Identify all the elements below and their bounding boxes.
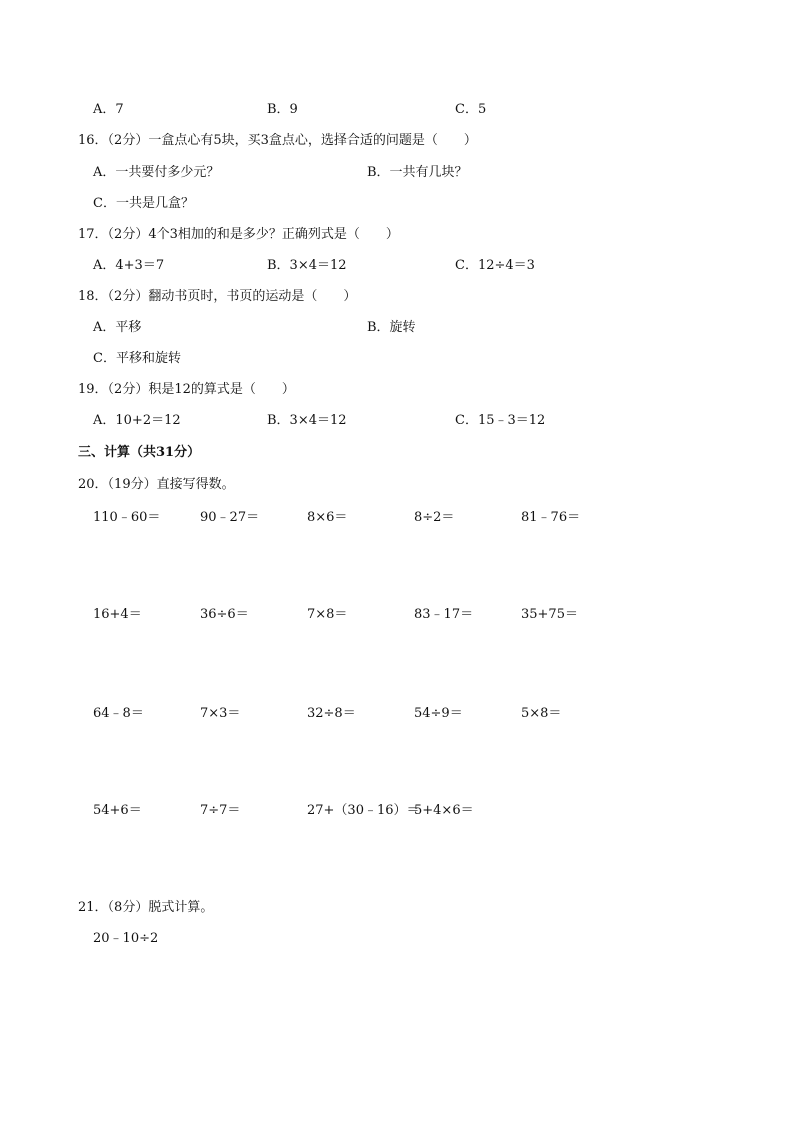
q21-expression: 20﹣10÷2 xyxy=(93,931,159,946)
q20-item: 8÷2＝ xyxy=(414,510,455,525)
q17-option-c: C．12÷4＝3 xyxy=(455,258,535,273)
q20-item: 5×8＝ xyxy=(521,706,562,721)
q16-stem: 16．（2分）一盒点心有5块，买3盒点心，选择合适的问题是（ ） xyxy=(78,133,477,148)
q18-options-row1 xyxy=(0,318,794,338)
q20-item: 90﹣27＝ xyxy=(200,510,260,525)
section-3-heading-row xyxy=(0,443,794,463)
q17-option-b: B．3×4＝12 xyxy=(267,258,347,273)
q18-stem: 18．（2分）翻动书页时，书页的运动是（ ） xyxy=(78,289,357,304)
q20-item: 16+4＝ xyxy=(93,607,142,622)
q20-item: 32÷8＝ xyxy=(307,706,356,721)
q16-options-row2 xyxy=(0,194,794,214)
q20-item: 36÷6＝ xyxy=(200,607,249,622)
q20-item: 83﹣17＝ xyxy=(414,607,474,622)
q16-stem-row xyxy=(0,131,794,151)
q17-option-a: A．4+3＝7 xyxy=(93,258,165,273)
q16-option-b: B．一共有几块？ xyxy=(367,165,468,180)
q18-option-b: B．旋转 xyxy=(367,320,416,335)
q19-option-b: B．3×4＝12 xyxy=(267,413,347,428)
q20-item: 7×3＝ xyxy=(200,706,241,721)
q19-stem: 19．（2分）积是12的算式是（ ） xyxy=(78,382,295,397)
section-3-heading: 三、计算（共31分） xyxy=(78,445,201,460)
q20-item: 35+75＝ xyxy=(521,607,578,622)
q17-stem-row xyxy=(0,225,794,245)
q19-option-c: C．15﹣3＝12 xyxy=(455,413,546,428)
q16-option-a: A．一共要付多少元？ xyxy=(93,165,220,180)
q20-row-4 xyxy=(0,801,794,821)
q20-item: 5+4×6＝ xyxy=(414,803,474,818)
q20-item: 8×6＝ xyxy=(307,510,348,525)
q20-item: 27+（30﹣16）＝ xyxy=(307,803,420,818)
q20-item: 64﹣8＝ xyxy=(93,706,144,721)
q20-row-3 xyxy=(0,704,794,724)
q20-item: 54÷9＝ xyxy=(414,706,463,721)
q18-option-c: C．平移和旋转 xyxy=(93,351,181,366)
q20-item: 54+6＝ xyxy=(93,803,142,818)
q21-stem: 21．（8分）脱式计算。 xyxy=(78,900,214,915)
q16-options-row1 xyxy=(0,163,794,183)
q18-stem-row xyxy=(0,287,794,307)
q20-item: 110﹣60＝ xyxy=(93,510,161,525)
q19-options xyxy=(0,411,794,431)
q17-options xyxy=(0,256,794,276)
q18-option-a: A．平移 xyxy=(93,320,142,335)
q20-item: 7×8＝ xyxy=(307,607,348,622)
q20-row-1 xyxy=(0,508,794,528)
q20-stem-row xyxy=(0,475,794,495)
q19-stem-row xyxy=(0,380,794,400)
q15-option-a: A．7 xyxy=(93,102,124,117)
q19-option-a: A．10+2＝12 xyxy=(93,413,181,428)
q20-item: 81﹣76＝ xyxy=(521,510,581,525)
q20-item: 7÷7＝ xyxy=(200,803,241,818)
q18-options-row2 xyxy=(0,349,794,369)
q15-option-c: C．5 xyxy=(455,102,487,117)
q16-option-c: C．一共是几盒？ xyxy=(93,196,194,211)
q17-stem: 17．（2分）4个3相加的和是多少？正确列式是（ ） xyxy=(78,227,399,242)
q21-expr-row xyxy=(0,929,794,949)
q20-stem: 20．（19分）直接写得数。 xyxy=(78,477,235,492)
q15-options xyxy=(0,100,794,120)
q20-row-2 xyxy=(0,605,794,625)
q15-option-b: B．9 xyxy=(267,102,298,117)
q21-stem-row xyxy=(0,898,794,918)
